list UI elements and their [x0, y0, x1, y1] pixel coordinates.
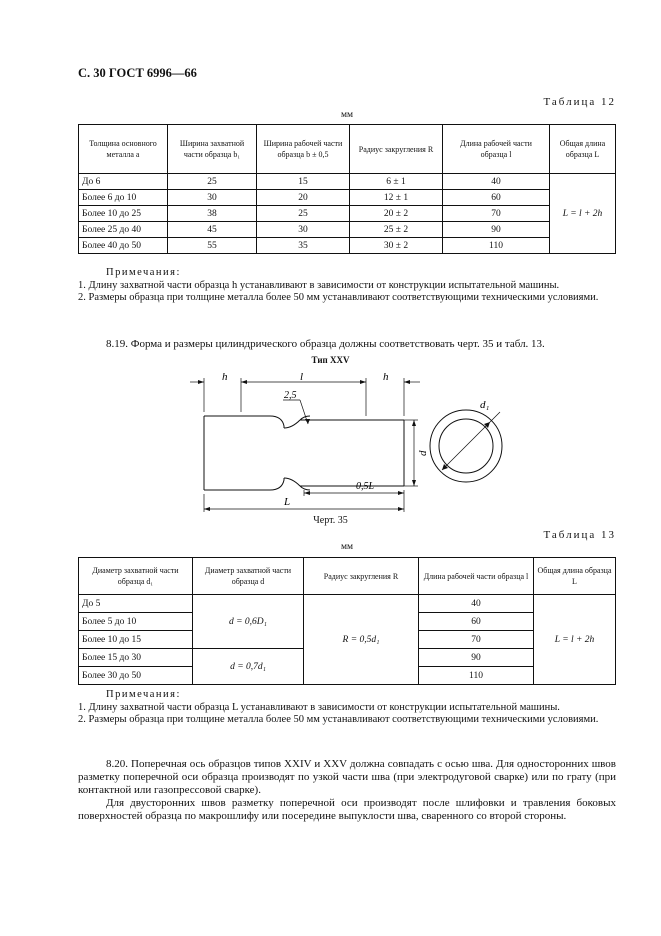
table12-label: Таблица 12	[543, 96, 616, 108]
notes13	[78, 689, 616, 727]
t12-cell: 30	[257, 222, 350, 238]
t13-d-group2: d = 0,7d₁	[193, 649, 304, 685]
t12-cell: 25 ± 2	[350, 222, 443, 238]
figure-caption: Черт. 35	[313, 515, 348, 526]
fig-label-radius: 2,5	[284, 390, 297, 401]
t12-col-L: Общая длина образца L	[550, 125, 616, 174]
table-row	[79, 190, 616, 206]
fig-label-h-right: h	[383, 371, 389, 383]
notes12	[78, 267, 616, 305]
t12-total-length: L = l + 2h	[550, 174, 616, 254]
table-row	[79, 222, 616, 238]
t13-col-L: Общая длина образца L	[534, 558, 616, 595]
fig-label-half-l: 0,5L	[356, 481, 375, 492]
t13-cell: 110	[419, 667, 534, 685]
t12-cell: 25	[168, 174, 257, 190]
t12-cell: 20 ± 2	[350, 206, 443, 222]
t13-col-l: Длина рабочей части образца l	[419, 558, 534, 595]
t12-cell: 20	[257, 190, 350, 206]
t13-total-length: L = l + 2h	[534, 595, 616, 685]
drawing-type-xxv	[180, 368, 510, 518]
t12-cell: 70	[443, 206, 550, 222]
t12-cell: 45	[168, 222, 257, 238]
t12-cell: 38	[168, 206, 257, 222]
t12-cell: Более 10 до 25	[79, 206, 168, 222]
table-row	[79, 238, 616, 254]
t12-col-R: Радиус закругления R	[350, 125, 443, 174]
t12-cell: 12 ± 1	[350, 190, 443, 206]
table13-label: Таблица 13	[543, 529, 616, 541]
t13-radius: R = 0,5d₁	[304, 595, 419, 685]
table12-unit: мм	[340, 110, 354, 120]
t12-cell: Более 6 до 10	[79, 190, 168, 206]
t12-cell: 40	[443, 174, 550, 190]
t13-col-R: Радиус закругления R	[304, 558, 419, 595]
t13-cell: 40	[419, 595, 534, 613]
notes12-item: 2. Размеры образца при толщине металла более 50 мм устанавливают соответствующими техническими условиями.	[78, 292, 599, 303]
t12-cell: 25	[257, 206, 350, 222]
para-8-20	[78, 758, 616, 823]
notes12-item: 1. Длину захватной части образца h устанавливают в зависимости от конструкции испытательной машины.	[78, 279, 560, 291]
t13-col-d1: Диаметр захватной части образца d₁	[79, 558, 193, 595]
t12-cell: 90	[443, 222, 550, 238]
table-row	[79, 595, 616, 613]
t12-col-b1: Ширина захватной части образца b₁	[168, 125, 257, 174]
para-8-19	[78, 338, 616, 351]
notes12-heading: Примечания:	[106, 267, 181, 278]
para-8-20-text-2: Для двусторонних швов разметку поперечной оси производят после шлифовки и травления боковых поверхностей образца по макрошлифу или посередине выпуклости шва, сваренного со второй стороны.	[78, 797, 616, 822]
t13-cell: 60	[419, 613, 534, 631]
t12-cell: До 6	[79, 174, 168, 190]
t12-cell: 30 ± 2	[350, 238, 443, 254]
t12-cell: Более 40 до 50	[79, 238, 168, 254]
t13-col-d: Диаметр захватной части образца d	[193, 558, 304, 595]
t13-cell: 70	[419, 631, 534, 649]
t13-cell: 90	[419, 649, 534, 667]
t13-cell: Более 15 до 30	[79, 649, 193, 667]
fig-label-h-left: h	[222, 371, 228, 383]
table-row	[79, 206, 616, 222]
t12-cell: 35	[257, 238, 350, 254]
t13-d-group1: d = 0,6D₁	[193, 595, 304, 649]
t12-col-b: Ширина рабочей части образца b ± 0,5	[257, 125, 350, 174]
figure-title: Тип XXV	[311, 355, 350, 365]
t12-col-l: Длина рабочей части образца l	[443, 125, 550, 174]
t12-cell: 30	[168, 190, 257, 206]
table12	[78, 124, 616, 254]
notes13-item: 1. Длину захватной части образца L устанавливают в зависимости от конструкции испытательной машины.	[78, 701, 560, 713]
t12-cell: Более 25 до 40	[79, 222, 168, 238]
para-8-20-text-1: 8.20. Поперечная ось образцов типов XXIV и XXV должна совпадать с осью шва. Для односторонних швов разметку поперечной оси образца производят по узкой части шва (при электродуговой сварке) или по грату (при контактной или газопрессовой сварке).	[78, 758, 616, 796]
t12-cell: 6 ± 1	[350, 174, 443, 190]
t13-cell: Более 30 до 50	[79, 667, 193, 685]
fig-label-d: d	[417, 450, 429, 456]
t12-cell: 110	[443, 238, 550, 254]
fig-label-l: l	[300, 371, 304, 383]
notes13-item: 2. Размеры образца при толщине металла более 50 мм устанавливают соответствующими техническими условиями.	[78, 714, 599, 725]
t13-cell: Более 5 до 10	[79, 613, 193, 631]
table13-unit: мм	[340, 542, 354, 552]
t12-cell: 60	[443, 190, 550, 206]
fig-label-L: L	[284, 496, 291, 508]
table13	[78, 557, 616, 685]
notes13-heading: Примечания:	[106, 689, 181, 700]
t13-cell: До 5	[79, 595, 193, 613]
para-8-19-text: 8.19. Форма и размеры цилиндрического образца должны соответствовать черт. 35 и табл. 13.	[106, 338, 545, 350]
t12-col-a: Толщина основного металла a	[79, 125, 168, 174]
page-header: С. 30 ГОСТ 6996—66	[78, 66, 197, 80]
t12-cell: 15	[257, 174, 350, 190]
t13-cell: Более 10 до 15	[79, 631, 193, 649]
table-row	[79, 174, 616, 190]
t12-cell: 55	[168, 238, 257, 254]
fig-label-d1: d₁	[480, 399, 490, 411]
